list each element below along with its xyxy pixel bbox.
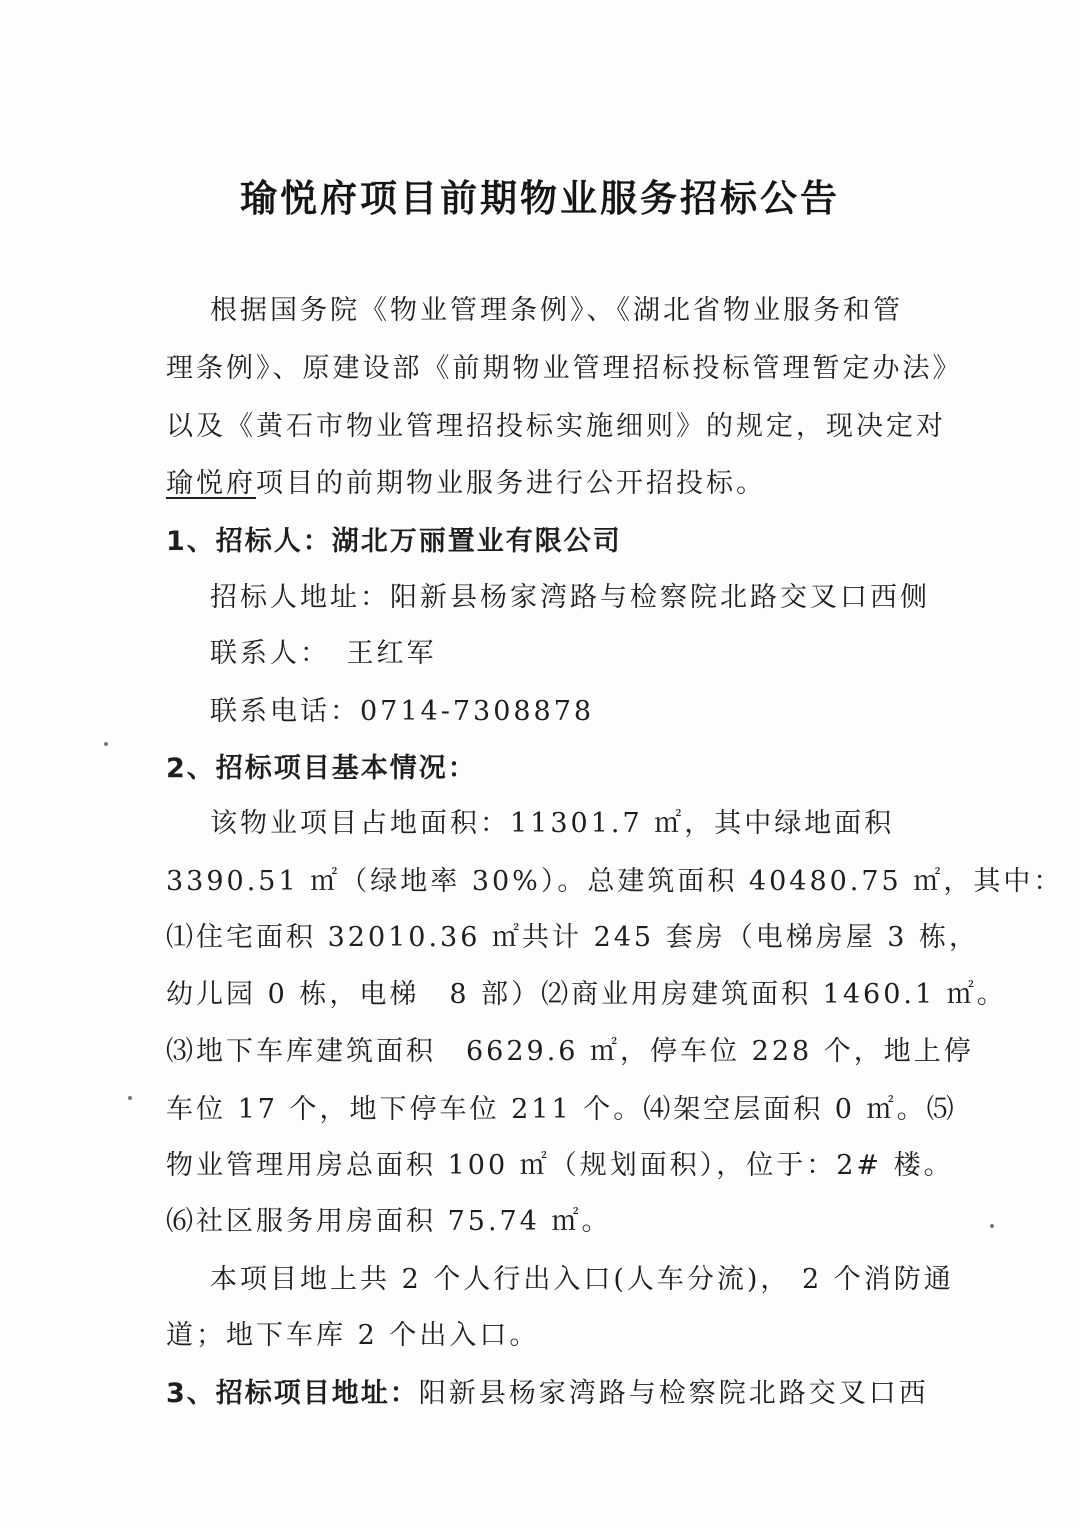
intro-line-1: 根据国务院《物业管理条例》、《湖北省物业服务和管 <box>210 295 903 326</box>
tenderer-phone: 联系电话：0714-7308878 <box>210 696 595 727</box>
tenderer-contact: 联系人： 王红军 <box>210 638 437 669</box>
project-info-line-5: ⑶地下车库建筑面积 6629.6 ㎡，停车位 228 个，地上停 <box>166 1036 974 1067</box>
section-1-number: 1、 <box>166 526 216 557</box>
scan-speck <box>104 742 108 746</box>
project-info-line-2: 3390.51 ㎡（绿地率 30%）。总建筑面积 40480.75 ㎡，其中： <box>166 866 1064 897</box>
section-3-label: 招标项目地址： <box>215 1378 419 1409</box>
intro-line-4 <box>166 466 926 502</box>
project-name-underlined: 瑜悦府 <box>166 468 256 499</box>
project-info-line-1: 该物业项目占地面积：11301.7 ㎡，其中绿地面积 <box>210 808 895 839</box>
project-info-line-6: 车位 17 个，地下停车位 211 个。⑷架空层面积 0 ㎡。⑸ <box>166 1094 957 1125</box>
scan-speck <box>990 1224 994 1228</box>
project-info-line-3: ⑴住宅面积 32010.36 ㎡共计 245 套房（电梯房屋 3 栋， <box>166 922 980 953</box>
section-1-heading <box>166 524 926 560</box>
section-2-heading: 2、招标项目基本情况： <box>166 753 477 784</box>
intro-line-4-rest: 项目的前期物业服务进行公开招投标。 <box>256 468 766 499</box>
project-address: 阳新县杨家湾路与检察院北路交叉口西 <box>418 1378 929 1409</box>
section-3-heading <box>166 1376 929 1412</box>
document-title: 瑜悦府项目前期物业服务招标公告 <box>240 177 840 220</box>
tenderer-address: 招标人地址：阳新县杨家湾路与检察院北路交叉口西侧 <box>210 582 930 613</box>
project-info-line-4: 幼儿园 0 栋，电梯 8 部）⑵商业用房建筑面积 1460.1 ㎡。 <box>166 979 1007 1010</box>
entrance-line-1: 本项目地上共 2 个人行出入口(人车分流)， 2 个消防通 <box>210 1264 954 1295</box>
intro-line-2: 理条例》、原建设部《前期物业管理招标投标管理暂定办法》 <box>166 353 963 384</box>
intro-line-3: 以及《黄石市物业管理招投标实施细则》的规定，现决定对 <box>166 411 946 442</box>
section-3-number: 3、 <box>166 1378 216 1409</box>
tenderer-name: 湖北万丽置业有限公司 <box>331 526 622 557</box>
entrance-line-2: 道；地下车库 2 个出入口。 <box>166 1320 540 1351</box>
scan-speck <box>128 1096 132 1100</box>
project-info-line-8: ⑹社区服务用房面积 75.74 ㎡。 <box>166 1206 612 1237</box>
section-1-label: 招标人： <box>215 526 332 557</box>
project-info-line-7: 物业管理用房总面积 100 ㎡（规划面积），位于：2# 楼。 <box>166 1150 954 1181</box>
